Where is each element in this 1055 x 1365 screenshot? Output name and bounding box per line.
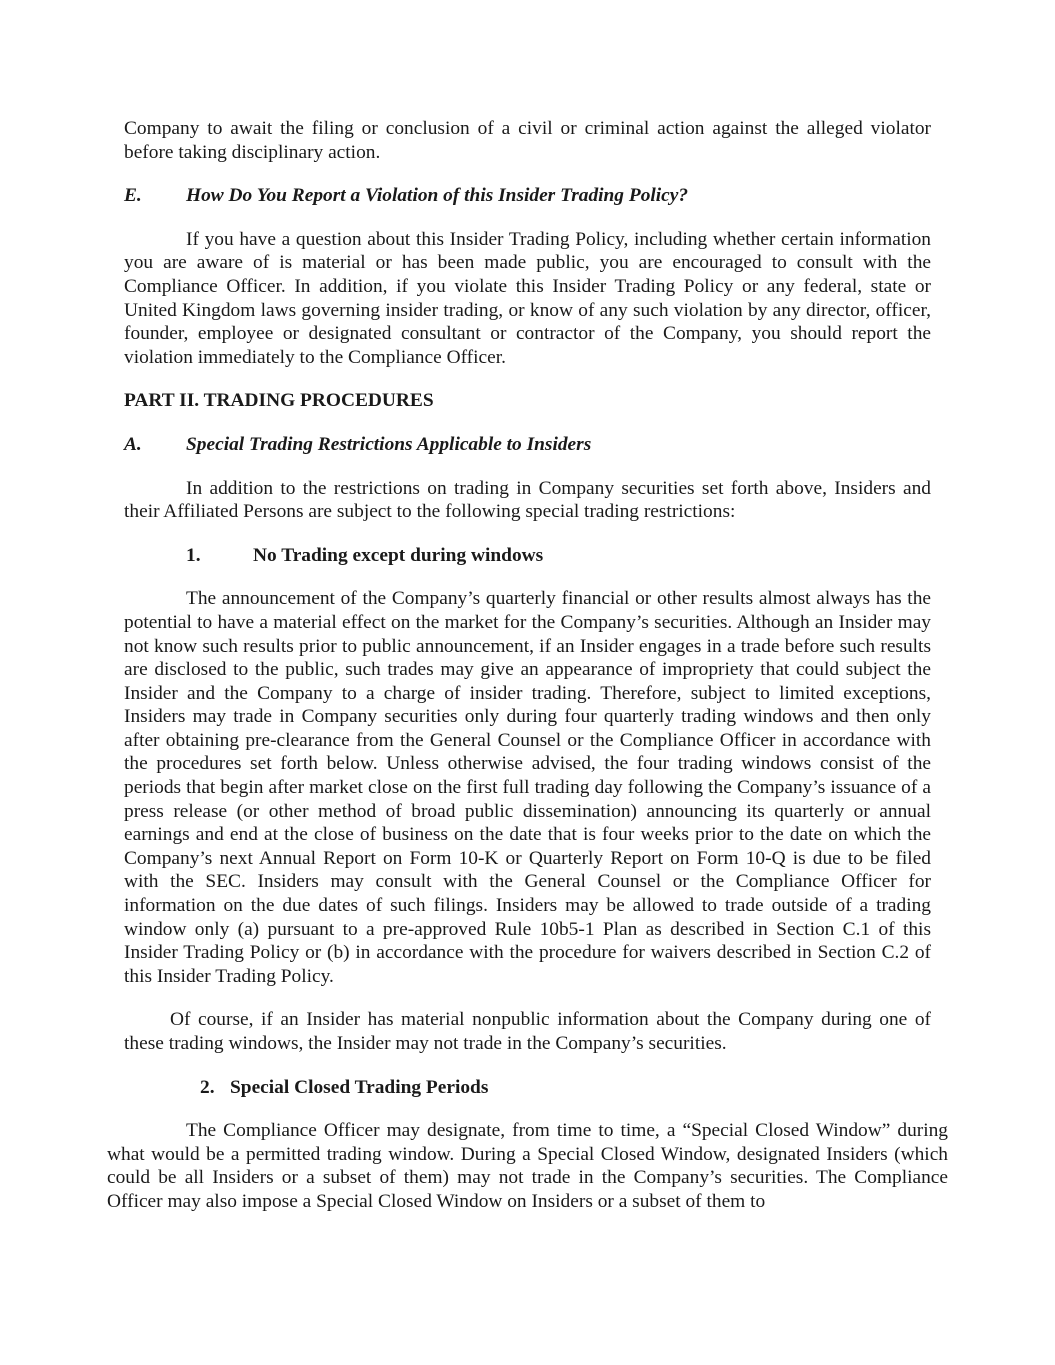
item-1-heading	[186, 544, 931, 568]
item-1-title: No Trading except during windows	[253, 544, 544, 566]
document-page	[107, 117, 948, 1214]
item-2-number: 2.	[200, 1076, 215, 1098]
section-a-title: Special Trading Restrictions Applicable to Insiders	[186, 433, 592, 455]
section-e-letter: E.	[124, 185, 142, 207]
section-e-heading	[124, 184, 931, 208]
section-e-title: How Do You Report a Violation of this Insider Trading Policy?	[186, 185, 689, 207]
section-a-body: In addition to the restrictions on trading in Company securities set forth above, Insiders and their Affiliated Persons are subject to the following special trading restrictions:	[124, 477, 931, 523]
section-a-letter: A.	[124, 433, 142, 455]
item-1-number: 1.	[186, 544, 201, 566]
continuation-paragraph: Company to await the filing or conclusion of a civil or criminal action against the alleged violator before taking disciplinary action.	[124, 118, 931, 163]
item-2-title: Special Closed Trading Periods	[230, 1076, 489, 1098]
item-1-body: The announcement of the Company’s quarterly financial or other results almost always has the potential to have a material effect on the market for the Company’s securities. Although an Insider may not know such results prior to public announcement, if an Insider engages in a trade before such results are disclosed to the public, such trades may give an appearance of impropriety that could subject the Insider and the Company to a charge of insider trading. Therefore, subject to limited exceptions, Insiders may trade in Company securities only during four quarterly trading windows and then only after obtaining pre-clearance from the General Counsel or the Compliance Officer in accordance with the procedures set forth below. Unless otherwise advised, the four trading windows consist of the periods that begin after market close on the first full trading day following the Company’s issuance of a press release (or other method of broad public dissemination) announcing its quarterly or annual earnings and end at the close of business on the date that is four weeks prior to the date on which the Company’s next Annual Report on Form 10-K or Quarterly Report on Form 10-Q is due to be filed with the SEC. Insiders may consult with the General Counsel or the Compliance Officer for information on the due dates of such filings. Insiders may be allowed to trade outside of a trading window only (a) pursuant to a pre-approved Rule 10b5-1 Plan as described in Section C.1 of this Insider Trading Policy or (b) in accordance with the procedure for waivers described in Section C.2 of this Insider Trading Policy.	[124, 588, 931, 987]
item-2-body: The Compliance Officer may designate, from time to time, a “Special Closed Window” during what would be a permitted trading window. During a Special Closed Window, designated Insiders (which could be all Insiders or a subset of them) may not trade in the Company’s securities. The Compliance Officer may also impose a Special Closed Window on Insiders or a subset of them to	[107, 1120, 948, 1212]
section-a-heading	[124, 433, 931, 457]
section-e-body: If you have a question about this Insider Trading Policy, including whether certain information you are aware of is material or has been made public, you are encouraged to consult with the Compliance Officer. In addition, if you violate this Insider Trading Policy or any federal, state or United Kingdom laws governing insider trading, or know of any such violation by any director, officer, founder, employee or designated consultant or contractor of the Company, you should report the violation immediately to the Compliance Officer.	[124, 228, 931, 368]
item-1-body-2: Of course, if an Insider has material nonpublic information about the Company during one of these trading windows, the Insider may not trade in the Company’s securities.	[124, 1009, 931, 1054]
item-2-heading	[200, 1076, 931, 1100]
part-ii-heading: PART II. TRADING PROCEDURES	[124, 390, 434, 412]
